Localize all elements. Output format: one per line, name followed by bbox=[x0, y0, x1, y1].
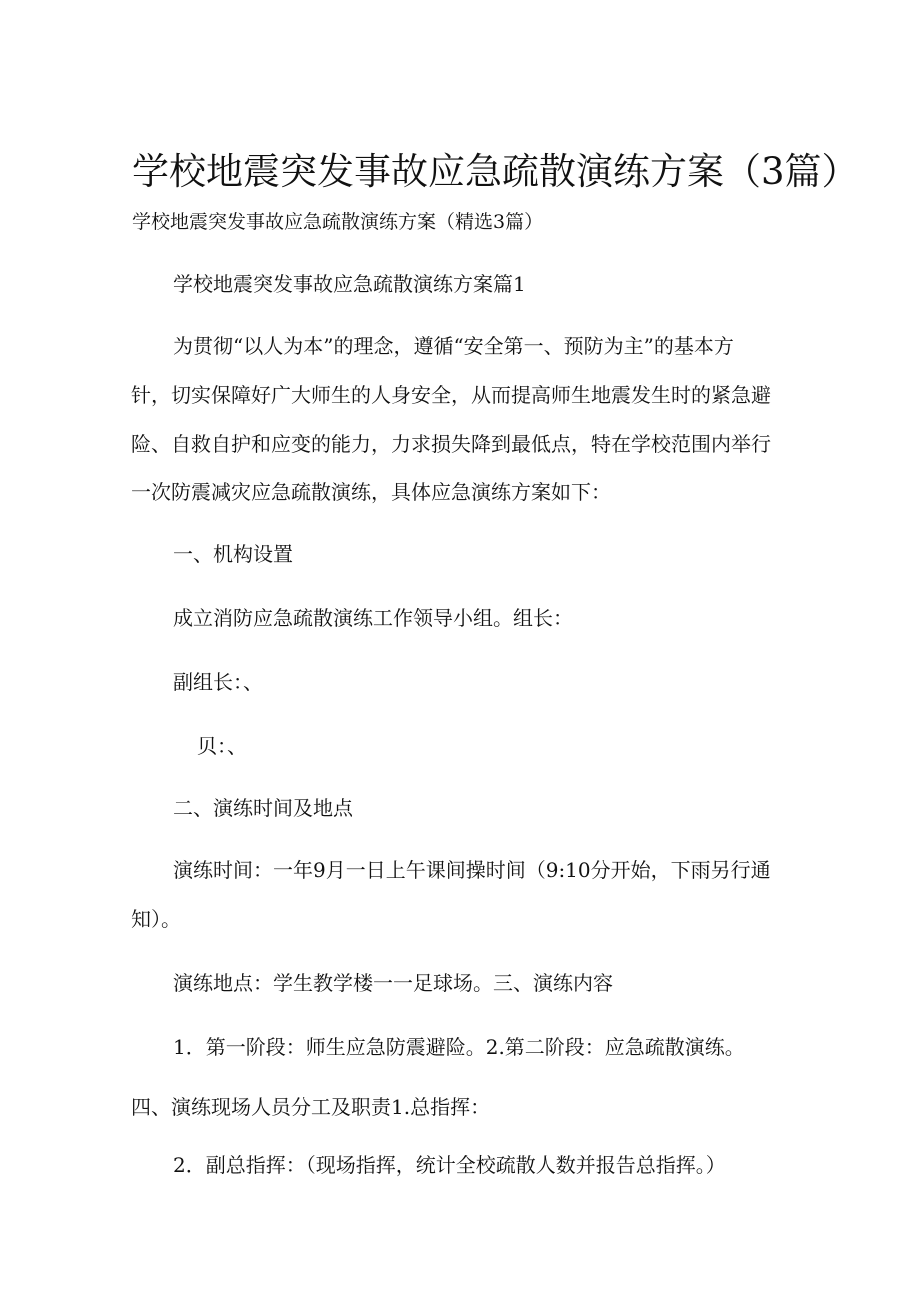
member-line: 贝：、 bbox=[197, 734, 247, 758]
team-line: 成立消防应急疏散演练工作领导小组。组长： bbox=[173, 606, 573, 630]
vice-commander-line: 2．副总指挥：（现场指挥，统计全校疏散人数并报告总指挥。） bbox=[173, 1153, 726, 1177]
document-subtitle: 学校地震突发事故应急疏散演练方案（精选3篇） bbox=[132, 211, 544, 233]
time-place-heading: 二、演练时间及地点 bbox=[173, 796, 353, 820]
place-line: 演练地点：学生教学楼一一足球场。三、演练内容 bbox=[173, 971, 613, 995]
organization-heading: 一、机构设置 bbox=[173, 542, 293, 566]
intro-line: 一次防震减灾应急疏散演练，具体应急演练方案如下： bbox=[131, 480, 611, 504]
intro-line: 为贯彻“以人为本”的理念，遵循“安全第一、预防为主”的基本方 bbox=[173, 334, 734, 358]
vice-leader-line: 副组长：、 bbox=[173, 670, 263, 694]
stage-line: 1．第一阶段：师生应急防震避险。2.第二阶段：应急疏散演练。 bbox=[173, 1035, 745, 1059]
time-line: 演练时间：一年9月一日上午课间操时间（9:10分开始，下雨另行通 bbox=[173, 858, 771, 882]
intro-line: 险、自救自护和应变的能力，力求损失降到最低点，特在学校范围内举行 bbox=[131, 432, 771, 456]
intro-line: 针，切实保障好广大师生的人身安全，从而提高师生地震发生时的紧急避 bbox=[131, 383, 771, 407]
responsibility-heading: 四、演练现场人员分工及职责1.总指挥： bbox=[131, 1095, 491, 1119]
time-line-continuation: 知）。 bbox=[131, 907, 181, 931]
document-title: 学校地震突发事故应急疏散演练方案（3篇） bbox=[132, 150, 859, 193]
section-heading: 学校地震突发事故应急疏散演练方案篇1 bbox=[173, 272, 526, 296]
